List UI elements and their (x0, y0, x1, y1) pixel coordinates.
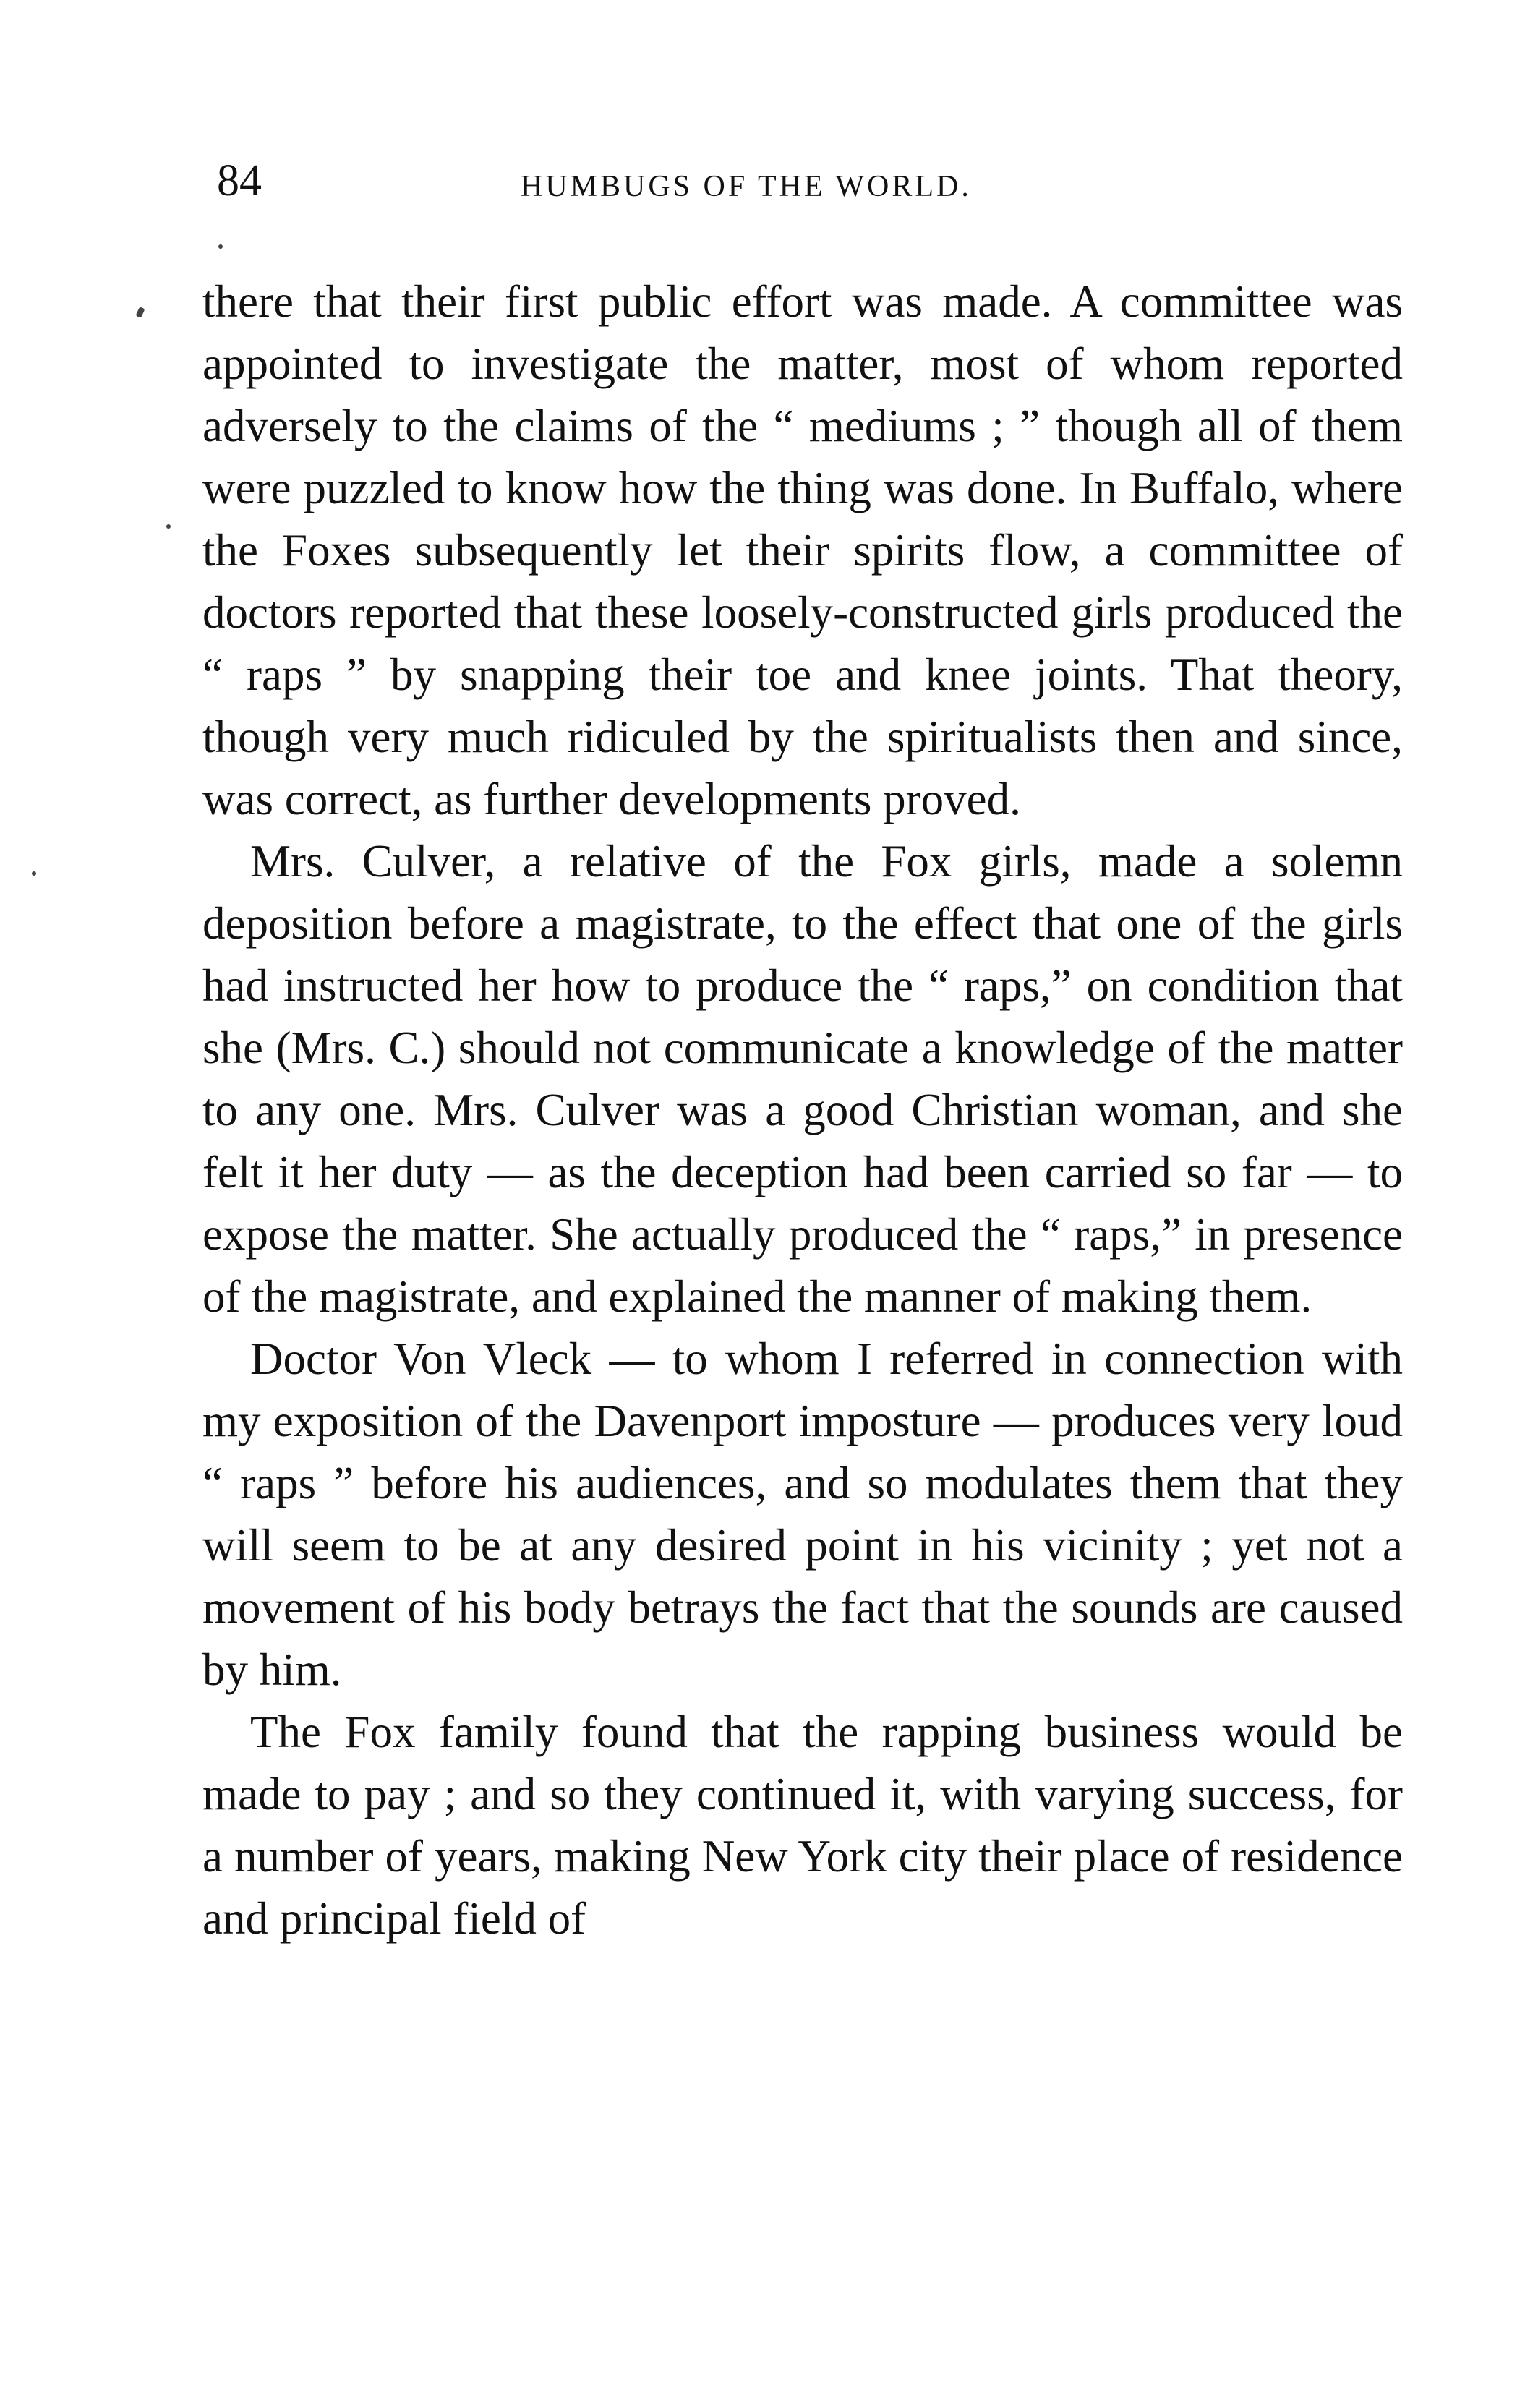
paragraph-4: The Fox family found that the rapping business would be made to pay ; and so they continued it, with varying success, for a number of years, making New York city their place of residence and principal field of (202, 1707, 1403, 1944)
paragraph-2: Mrs. Culver, a relative of the Fox girls, made a solemn deposition before a magistrate, to the effect that one of the girls had instructed her how to produce the “ raps,” on condition that she (Mrs. C.) should not communicate a knowledge of the matter to any one. Mrs. Culver was a good Christian woman, and she felt it her duty — as the deception had been carried so far — to expose the matter. She actually produced the “ raps,” in presence of the magistrate, and explained the manner of making them. (202, 836, 1403, 1322)
margin-speck (166, 524, 171, 529)
margin-speck (135, 307, 145, 318)
paragraph-3: Doctor Von Vleck — to whom I referred in connection with my exposition of the Davenport imposture — produces very loud “ raps ” before his audiences, and so modulates them that they will seem to be at any desired point in his vicinity ; yet not a movement of his body betrays the fact that the sounds are caused by him. (202, 1333, 1403, 1695)
running-head: HUMBUGS OF THE WORLD. (521, 170, 972, 203)
paragraph-1: there that their first public effort was made. A committee was appointed to investigate the matter, most of whom reported adversely to the claims of the “ mediums ; ” though all of them were puzzled to know how the thing was done. In Buffalo, where the Foxes subsequently let their spirits flow, a committee of doctors reported that these loosely-constructed girls produced the “ raps ” by snapping their toe and knee joints. That theory, though very much ridiculed by the spiritualists then and since, was correct, as further developments proved. (202, 276, 1403, 824)
page-header (202, 152, 1403, 210)
margin-speck (32, 871, 36, 876)
page-number: 84 (217, 156, 262, 205)
page-body (202, 270, 1403, 1950)
margin-speck (218, 244, 223, 249)
